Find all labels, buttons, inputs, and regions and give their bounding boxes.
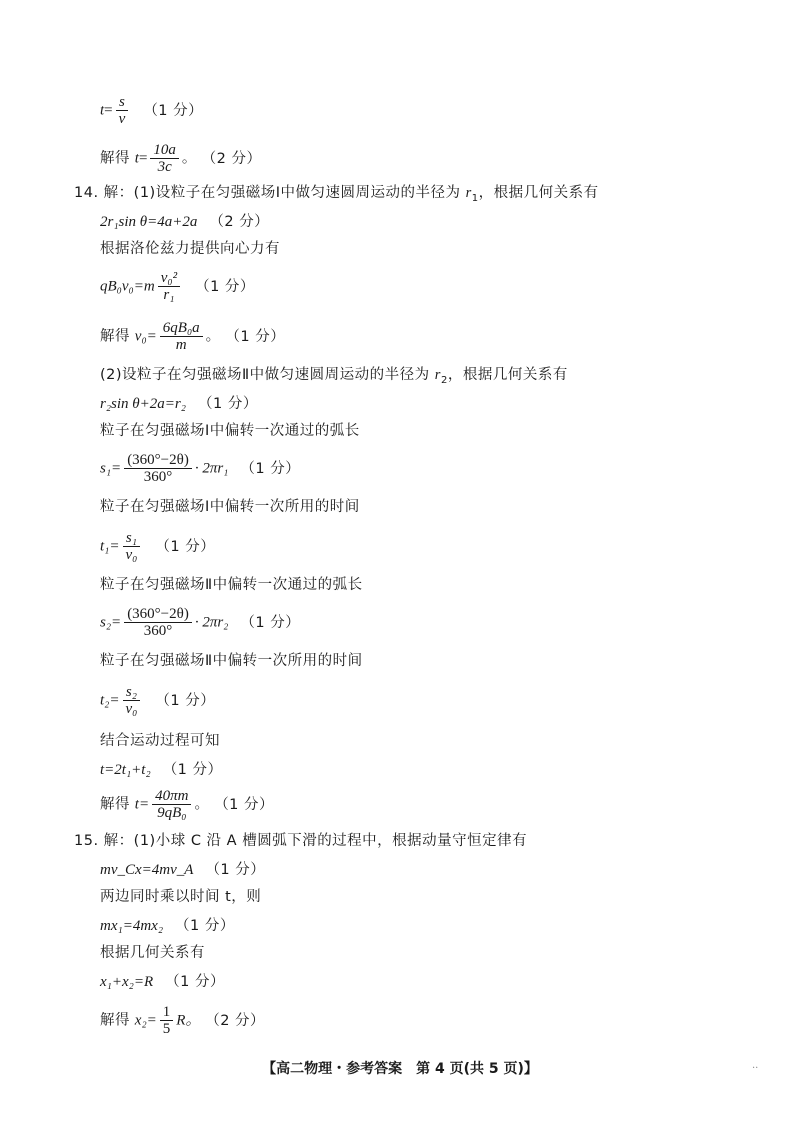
q14-text1: 根据洛伦兹力提供向心力有 [100, 241, 280, 257]
q14-text3: 粒子在匀强磁场Ⅰ中偏转一次所用的时间 [100, 499, 360, 515]
q14-eq3: 解得 v₀= $\frac{\text{6qB₀a}}{m}$ 。 （1 分） [100, 320, 286, 353]
q15-heading: 15. 解：(1)小球 C 沿 A 槽圆弧下滑的过程中，根据动量守恒定律有 [74, 833, 528, 849]
corner-marks: .. [752, 1060, 759, 1071]
q14-text5: 粒子在匀强磁场Ⅱ中偏转一次所用的时间 [100, 653, 363, 669]
q14-result: 解得 t= $\frac{40\pi m}{\text{9qB₀}}$ 。 （1 分） [100, 788, 275, 821]
page-footer: 【高二物理・参考答案 第 4 页(共 5 页)】 [262, 1061, 538, 1077]
q15-eq3: x₁+x₂=R （1 分） [100, 974, 225, 990]
q14-part2-heading: (2)设粒子在匀强磁场Ⅱ中做匀速圆周运动的半径为 $r_2$，根据几何关系有 [100, 367, 568, 386]
q14-eq2: qB₀v₀=m $\frac{\text{v₀²}}{\text{r₁}}$ （1 分） [100, 270, 255, 303]
q15-result: 解得 x₂= $\frac{1}{5}$ R。 （2 分） [100, 1004, 266, 1037]
q14-text4: 粒子在匀强磁场Ⅱ中偏转一次通过的弧长 [100, 577, 363, 593]
q14-eq6: t₁= $\frac{\text{s₁}}{\text{v₀}}$ （1 分） [100, 530, 216, 563]
q13-eq-t: t= $\frac{s}{v}$ （1 分） [100, 94, 204, 127]
q14-heading: 14. 解：(1)设粒子在匀强磁场Ⅰ中做匀速圆周运动的半径为 $r_1$，根据几何关系有 [74, 185, 599, 204]
q15-text2: 根据几何关系有 [100, 945, 205, 961]
q14-eq1: 2r₁sin θ=4a+2a （2 分） [100, 214, 270, 230]
q15-eq1: mv_Cx=4mv_A （1 分） [100, 862, 266, 878]
q15-eq2: mx₁=4mx₂ （1 分） [100, 918, 235, 934]
q14-eq7: s₂= $\frac{(360^\circ-2\theta)}{360^\circ}$ · 2πr₂ （1 分） [100, 606, 301, 639]
q14-eq9: t=2t₁+t₂ （1 分） [100, 762, 223, 778]
q14-eq8: t₂= $\frac{\text{s₂}}{\text{v₀}}$ （1 分） [100, 684, 216, 717]
q13-result: 解得 t= $\frac{10a}{3c}$ 。 （2 分） [100, 142, 262, 175]
q14-text2: 粒子在匀强磁场Ⅰ中偏转一次通过的弧长 [100, 423, 360, 439]
q14-eq4: r₂sin θ+2a=r₂ （1 分） [100, 396, 258, 412]
q14-eq5: s₁= $\frac{(360^\circ-2\theta)}{360^\circ}$ · 2πr₁ （1 分） [100, 452, 301, 485]
q14-text6: 结合运动过程可知 [100, 733, 220, 749]
q15-text1: 两边同时乘以时间 t，则 [100, 889, 262, 905]
